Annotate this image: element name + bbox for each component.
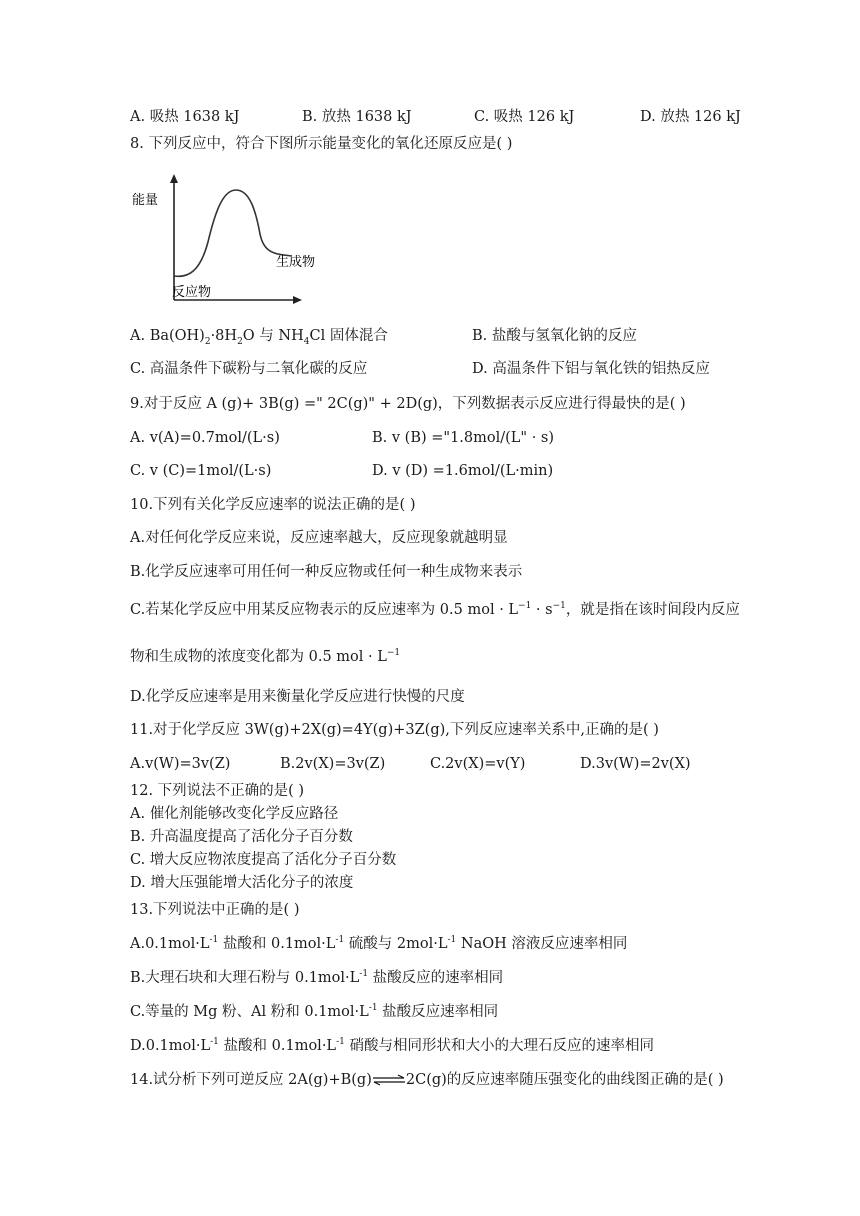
q13-stem: 13.下列说法中正确的是( ) — [130, 902, 300, 918]
q12-stem: 12. 下列说法不正确的是( ) — [130, 783, 305, 799]
q9-option-c: C. v (C)=1mol/(L·s) — [130, 463, 272, 479]
q8-option-c: C. 高温条件下碳粉与二氧化碳的反应 — [130, 361, 368, 377]
q9-option-a: A. v(A)=0.7mol/(L·s) — [130, 430, 280, 446]
q11-option-d: D.3v(W)=2v(X) — [580, 756, 691, 772]
q8-option-d: D. 高温条件下铝与氧化铁的铝热反应 — [472, 361, 710, 377]
q8-option-b: B. 盐酸与氢氧化钠的反应 — [472, 328, 637, 344]
q10-stem: 10.下列有关化学反应速率的说法正确的是( ) — [130, 497, 416, 513]
product-label: 生成物 — [276, 255, 316, 270]
q11-option-b: B.2v(X)=3v(Z) — [280, 756, 386, 772]
q12-option-b: B. 升高温度提高了活化分子百分数 — [130, 829, 353, 845]
q14-stem: 14.试分析下列可逆反应 2A(g)+B(g) 2C(g)的反应速率随压强变化的曲线图正确的是( ) — [130, 1072, 724, 1088]
q12-option-d: D. 增大压强能增大活化分子的浓度 — [130, 875, 354, 891]
q13-option-b: B.大理石块和大理石粉与 $0.1mol\cdot L^{-1}$ 盐酸反应的速率相同 — [130, 969, 504, 986]
energy-axis-label: 能量 — [132, 193, 159, 208]
q12-option-c: C. 增大反应物浓度提高了活化分子百分数 — [130, 852, 397, 868]
equilibrium-arrow-icon — [372, 1075, 406, 1085]
q13-option-c: C.等量的 Mg 粉、Al 粉和 $0.1mol\cdot L^{-1}$ 盐酸反应速率相同 — [130, 1003, 499, 1020]
q9-option-b: B. v (B) ="1.8mol/(L" · s) — [372, 430, 555, 446]
q12-option-a: A. 催化剂能够改变化学反应路径 — [130, 806, 339, 822]
q8-option-a: A. $Ba(OH)_2\cdot 8H_2O$ 与 $NH_4Cl$ 固体混合 — [130, 328, 388, 347]
q13-option-a: $A.0.1mol\cdot L^{-1}$ 盐酸和 $0.1mol\cdot L^{-1}$ 硫酸与 $2mol\cdot L^{-1}$ NaOH 溶液反应速率相同 — [130, 935, 628, 952]
q10-option-d: D.化学反应速率是用来衡量化学反应进行快慢的尺度 — [130, 689, 465, 705]
q13-option-d: $D.0.1mol\cdot L^{-1}$ 盐酸和 $0.1mol\cdot L^{-1}$ 硝酸与相同形状和大小的大理石反应的速率相同 — [130, 1037, 654, 1054]
reactant-label: 反应物 — [172, 285, 212, 300]
q7-option-b: B. 放热 1638 kJ — [302, 109, 412, 125]
energy-diagram — [128, 172, 316, 312]
q9-stem: 9.对于反应 A (g)+ 3B(g) =" 2C(g)" + 2D(g)，下列数据表示反应进行得最快的是( ) — [130, 396, 686, 412]
q10-option-c-cont: 物和生成物的浓度变化都为 0.5 mol · $L^{-1}$ — [130, 648, 401, 665]
q10-option-b: B.化学反应速率可用任何一种反应物或任何一种生成物来表示 — [130, 564, 523, 580]
q8-stem: 8. 下列反应中，符合下图所示能量变化的氧化还原反应是( ) — [130, 136, 513, 152]
q7-option-a: A. 吸热 1638 kJ — [130, 109, 240, 125]
q7-option-d: D. 放热 126 kJ — [640, 109, 741, 125]
q11-option-a: A.v(W)=3v(Z) — [130, 756, 231, 772]
q9-option-d: D. v (D) =1.6mol/(L·min) — [372, 463, 554, 479]
q10-option-a: A.对任何化学反应来说，反应速率越大，反应现象就越明显 — [130, 530, 508, 546]
q10-option-c: C.若某化学反应中用某反应物表示的反应速率为 0.5 mol · $L^{-1} \cdot s^{-1}$，就是指在该时间段内反应 — [130, 601, 740, 618]
q11-option-c: C.2v(X)=v(Y) — [430, 756, 526, 772]
q7-option-c: C. 吸热 126 kJ — [474, 109, 575, 125]
q11-stem: 11.对于化学反应 3W(g)+2X(g)=4Y(g)+3Z(g),下列反应速率关系中,正确的是( ) — [130, 722, 659, 738]
